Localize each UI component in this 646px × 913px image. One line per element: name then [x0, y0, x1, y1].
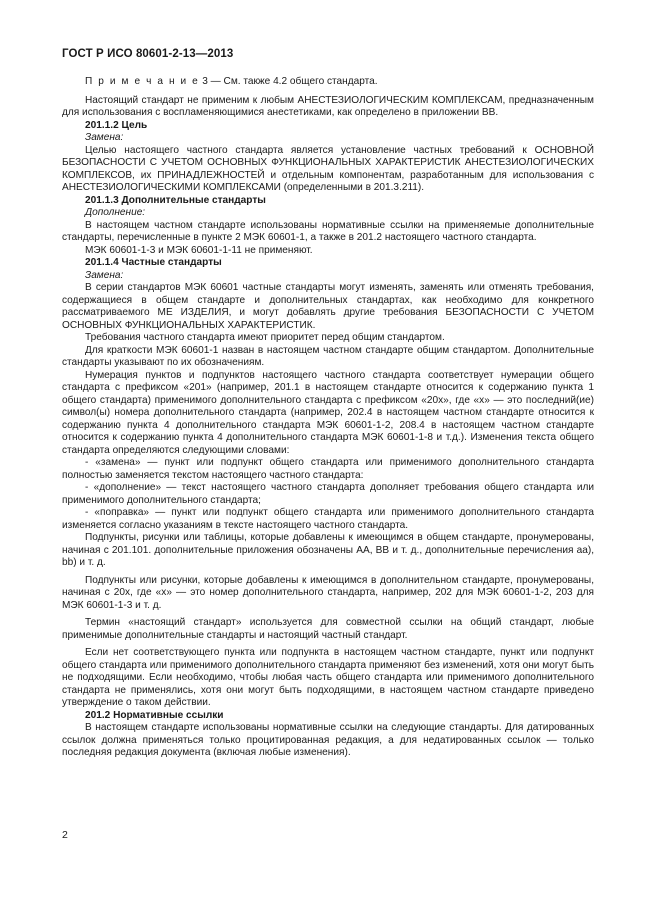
body-paragraph: Подпункты или рисунки, которые добавлены к имеющимся в дополнительном стандарте, пронумерованы, начиная с 20х, где «х» — это номер дополнительного стандарта, например, 202 для МЭК 60601-1-2, 203 для МЭК 60601-1-3 и т. д.: [62, 574, 594, 611]
body-paragraph: Требования частного стандарта имеют приоритет перед общим стандартом.: [85, 332, 445, 343]
page-number: 2: [62, 829, 68, 841]
body-paragraph: МЭК 60601-1-3 и МЭК 60601-1-11 не применяют.: [85, 244, 313, 256]
document-body: [62, 76, 594, 760]
body-paragraph: Нумерация пунктов и подпунктов настоящего частного стандарта соответствует нумерации общего стандарта с префиксом «201» (например, 201.1 в настоящем стандарте относится к содержанию пункта 1 общего стандарта) применимого дополнительного стандарта с префиксом «20х», где «х» — это последний(ие) символ(ы) номера дополнительного стандарта (например, 202.4 в настоящем частном стандарте относится к содержанию пункта 4 дополнительного стандарта МЭК 60601-1-2, 208.4 в настоящем частном стандарте относится к содержанию пункта 4 дополнительного стандарта МЭК 60601-1-8 и т.д.). Изменения текста общего стандарта определяются следующими словами:: [62, 369, 594, 456]
body-paragraph: Настоящий стандарт не применим к любым АНЕСТЕЗИОЛОГИЧЕСКИМ КОМПЛЕКСАМ, предназначенным для использования с воспламеняющимися анестетиками, как определено в приложении ВВ.: [62, 94, 594, 118]
body-paragraph: В настоящем стандарте использованы нормативные ссылки на следующие стандарты. Для датированных ссылок должна применяться только процитированная редакция, а для недатированных ссылок — только последняя редакция документа (включая любые изменения).: [62, 722, 594, 758]
body-paragraph: Если нет соответствующего пункта или подпункта в настоящем частном стандарте, пункт или подпункт общего стандарта или применимого дополнительного стандарта применяют без изменений, хотя они могут быть не подходящими. Если необходимо, чтобы любая часть общего стандарта или применимого дополнительного стандарта не применялись, хотя они могут быть подходящими, в настоящем частном стандарте приведено утверждение о таком действии.: [62, 647, 594, 708]
body-paragraph: Подпункты, рисунки или таблицы, которые добавлены к имеющимся в общем стандарте, пронумерованы, начиная с 201.101. дополнительные приложения обозначены АА, ВВ и т. д., дополнительные перечисления аа), bb) и т. д.: [62, 532, 594, 568]
change-type-label: Замена:: [85, 269, 124, 281]
body-paragraph: - «замена» — пункт или подпункт общего стандарта или применимого дополнительного стандарта полностью заменяется текстом настоящего частного стандарта:: [62, 457, 594, 481]
section-heading: 201.1.2 Цель: [85, 119, 148, 131]
section-heading: 201.1.3 Дополнительные стандарты: [85, 194, 266, 206]
body-paragraph: - «дополнение» — текст настоящего частного стандарта дополняет требования общего стандарта или применимого дополнительного стандарта;: [62, 482, 594, 506]
change-type-label: Дополнение:: [85, 207, 146, 218]
body-paragraph: Целью настоящего частного стандарта является установление частных требований к ОСНОВНОЙ БЕЗОПАСНОСТИ С УЧЕТОМ ОСНОВНЫХ ФУНКЦИОНАЛЬНЫХ ХАРАКТЕРИСТИК АНЕСТЕЗИОЛОГИЧЕСКИХ КОМПЛЕКСОВ, их ПРИНАДЛЕЖНОСТЕЙ и отдельным компонентам, разработанным для использования с АНЕСТЕЗИОЛОГИЧЕСКИМИ КОМПЛЕКСАМИ (определенными в 201.3.211).: [62, 144, 594, 193]
note-label: П р и м е ч а н и е: [85, 76, 200, 87]
note-paragraph: [62, 76, 594, 89]
body-paragraph: В настоящем частном стандарте использованы нормативные ссылки на применяемые дополнительные стандарты, перечисленные в пункте 2 МЭК 60601-1, а также в 201.2 настоящего частного стандарта.: [62, 219, 594, 243]
document-header: ГОСТ Р ИСО 80601-2-13—2013: [62, 48, 234, 60]
body-paragraph: - «поправка» — пункт или подпункт общего стандарта или применимого дополнительного стандарта изменяется согласно указаниям в тексте настоящего частного стандарта.: [62, 507, 594, 531]
note-text: 3 — См. также 4.2 общего стандарта.: [199, 76, 378, 87]
change-type-label: Замена:: [85, 132, 124, 143]
body-paragraph: В серии стандартов МЭК 60601 частные стандарты могут изменять, заменять или отменять требования, содержащиеся в общем стандарте и дополнительных стандартах, как необходимо для конкретного рассматриваемого МЕ ИЗДЕЛИЯ, и могут добавлять другие требования БЕЗОПАСНОСТИ С УЧЕТОМ ОСНОВНЫХ ФУНКЦИОНАЛЬНЫХ ХАРАКТЕРИСТИК.: [62, 282, 594, 331]
body-paragraph: Термин «настоящий стандарт» используется для совместной ссылки на общий стандарт, любые применимые дополнительные стандарты и настоящий частный стандарт.: [62, 617, 594, 641]
body-paragraph: Для краткости МЭК 60601-1 назван в настоящем частном стандарте общим стандартом. Дополнительные стандарты указывают по их обозначениям.: [62, 344, 594, 368]
section-heading: 201.1.4 Частные стандарты: [85, 257, 222, 268]
section-heading: 201.2 Нормативные ссылки: [85, 709, 224, 721]
